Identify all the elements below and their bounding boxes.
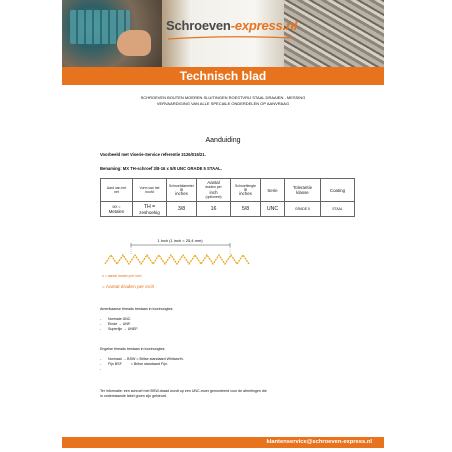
intro-line-2: VERVAARDIGING VAN ALLE SPECIALE ONDERDELEN OP AANVRAAG (156, 101, 290, 106)
table-header-row (101, 179, 355, 202)
footer-email-link[interactable]: klantenservice@schroeven-express.nl (266, 439, 372, 445)
example-reference: Voorbeeld met Viserie-Service referentie 3126/016/21. (100, 152, 206, 157)
example-designation: Benaming: MX TH-schroef 3/8-16 x 5/8 UNC GRADE 5 STAAL. (100, 166, 222, 171)
value-cell: MX = Metalen (101, 202, 133, 217)
thread-pitch-diagram (100, 236, 260, 294)
page-header (62, 0, 384, 67)
measure-label: 1 inch (1 inch = 25,4 mm) (157, 238, 203, 243)
orange-label: = Aantal draden per inch (102, 285, 155, 290)
logo-accent-text: -express.nl (230, 18, 298, 33)
value-cell: 16 (197, 202, 231, 217)
value-cell: 3/8 (167, 202, 197, 217)
list-item: - Superfijn → UNEF. (100, 327, 139, 331)
small-label: n = aantal draden per inch (102, 274, 142, 278)
info-line-2: in onderstaande tabel groen zijn gekleurd. (100, 394, 167, 398)
header-cell: Vorm van het hoofd (133, 179, 167, 202)
header-cell: Schroeflengte in inches (231, 179, 261, 202)
thread-profile (105, 255, 249, 264)
american-threads (100, 307, 173, 332)
logo-swoosh-icon (166, 36, 294, 40)
datasheet-page (62, 0, 384, 452)
header-cell: Tolerantie klasse (285, 179, 321, 202)
list-item: - Einde → UNF. (100, 322, 131, 326)
list-item: - Normale UNC. (100, 317, 132, 321)
header-cell: Serie (261, 179, 285, 202)
company-logo[interactable] (166, 18, 296, 44)
english-heading: Engelse threads bestaan in toonhoogtes: (100, 347, 166, 351)
header-cell: Schroefdiameter in inches (167, 179, 197, 202)
header-cell: Aantal draden per inch (optioneel) (197, 179, 231, 202)
header-photo-toolbox (62, 0, 162, 67)
intro-text (62, 95, 384, 107)
designation-table (100, 178, 355, 217)
value-cell: GRADE 5 (285, 202, 321, 217)
document-banner: Technisch blad (62, 67, 384, 85)
value-cell: UNC (261, 202, 285, 217)
header-cell: Aard van het net (101, 179, 133, 202)
intro-line-1: SCHROEVEN BOUTEN MOEREN SLUITINGEN ROESTVRIJ STAAL DRAAIEN - MESSING (140, 95, 306, 100)
hand-image (117, 30, 151, 56)
american-heading: Amerikaanse threads bestaan in toonhoogtes: (100, 307, 174, 311)
section-title: Aanduiding (205, 137, 241, 144)
page-footer (62, 437, 384, 448)
info-note (100, 389, 370, 399)
header-cell: Coating (321, 179, 355, 202)
value-cell: 5/8 (231, 202, 261, 217)
table-row (101, 202, 355, 217)
header-photo-screws (284, 0, 384, 67)
logo-main-text: Schroeven (166, 18, 231, 33)
info-line-1: Ter informatie: een schroef met BSW-draad wordt op een UNC-moer gemonteerd voor de afmetingen die (100, 389, 267, 393)
value-cell: STAAL (321, 202, 355, 217)
value-cell: TH = zeshoekig (133, 202, 167, 217)
english-threads: Engelse threads bestaan in toonhoogtes: - Normaal → BSW = Britse standaard Whitworth. - Fijn BSF = Britse standaard Fijn. - (100, 347, 184, 371)
list-item: - Fijn BSF = Britse standaard Fijn. (100, 362, 168, 366)
list-item: - Normaal → BSW = Britse standaard Whitworth. (100, 357, 184, 361)
